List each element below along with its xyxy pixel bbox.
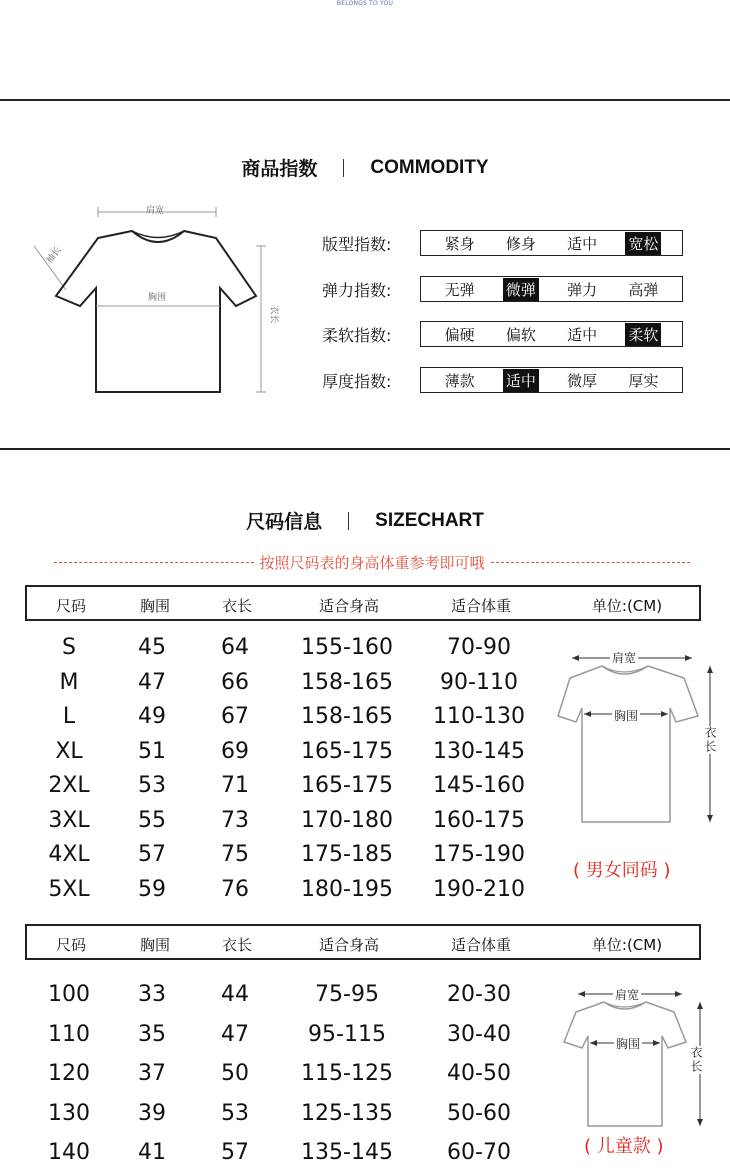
cell-size: 140 bbox=[48, 1140, 90, 1165]
cell-chest: 39 bbox=[138, 1100, 166, 1126]
index-label: 柔软指数: bbox=[322, 325, 392, 345]
commodity-title-cn: 商品指数 bbox=[241, 158, 318, 180]
cell-size: 3XL bbox=[48, 807, 90, 833]
cell-weight: 190-210 bbox=[433, 876, 525, 902]
cell-length: 53 bbox=[221, 1100, 249, 1126]
index-options bbox=[420, 230, 683, 256]
header-chest: 胸围 bbox=[139, 936, 171, 954]
index-option: 偏软 bbox=[505, 325, 536, 344]
cell-height: 165-175 bbox=[301, 773, 393, 798]
commodity-section-title bbox=[0, 154, 730, 181]
header-length: 衣长 bbox=[221, 597, 253, 615]
index-row-thickness bbox=[322, 367, 683, 393]
index-option: 高弹 bbox=[628, 280, 659, 299]
index-row-elasticity bbox=[322, 276, 683, 302]
cell-weight: 145-160 bbox=[433, 773, 525, 798]
header-unit: 单位:(CM) bbox=[591, 597, 663, 615]
index-option-selected: 宽松 bbox=[625, 232, 661, 255]
cell-chest: 51 bbox=[138, 738, 166, 764]
index-option: 弹力 bbox=[567, 280, 598, 299]
diagram-chest-label: 胸围 bbox=[148, 293, 167, 303]
cell-height: 115-125 bbox=[301, 1061, 393, 1086]
index-row-fit bbox=[322, 230, 683, 256]
index-options bbox=[420, 276, 683, 302]
kids-note: ( 儿童款 ) bbox=[584, 1136, 664, 1157]
title-separator bbox=[343, 159, 344, 177]
header-weight: 适合体重 bbox=[450, 597, 512, 615]
diagram-shoulder-label: 肩宽 bbox=[146, 206, 165, 216]
cell-height: 158-165 bbox=[301, 669, 393, 695]
index-option: 薄款 bbox=[444, 371, 475, 390]
index-label: 厚度指数: bbox=[322, 371, 392, 391]
index-option-selected: 微弹 bbox=[503, 278, 539, 301]
index-option-selected: 柔软 bbox=[625, 323, 661, 346]
index-label: 版型指数: bbox=[322, 234, 392, 254]
cell-length: 75 bbox=[221, 842, 249, 867]
header-height: 适合身高 bbox=[318, 597, 380, 615]
divider-top bbox=[0, 99, 730, 101]
cell-length: 50 bbox=[221, 1061, 249, 1086]
commodity-title-en: COMMODITY bbox=[370, 156, 489, 178]
cell-height: 158-165 bbox=[301, 704, 393, 729]
diagram-sleeve-label: 袖长 bbox=[44, 245, 64, 266]
index-options bbox=[420, 367, 683, 393]
index-option: 适中 bbox=[567, 325, 598, 344]
index-option: 无弹 bbox=[444, 280, 475, 299]
cell-size: 120 bbox=[48, 1061, 90, 1086]
cell-height: 125-135 bbox=[301, 1100, 393, 1126]
kids-shirt-length-label: 衣长 bbox=[686, 1046, 707, 1074]
cell-weight: 20-30 bbox=[447, 982, 511, 1007]
cell-height: 135-145 bbox=[301, 1140, 393, 1165]
adult-shirt-shoulder-label: 肩宽 bbox=[612, 651, 637, 665]
cell-size: 5XL bbox=[48, 876, 90, 902]
index-option: 微厚 bbox=[567, 371, 598, 390]
cell-length: 57 bbox=[221, 1140, 249, 1165]
unisex-note: ( 男女同码 ) bbox=[573, 860, 671, 881]
cell-size: 4XL bbox=[48, 842, 90, 867]
cell-weight: 175-190 bbox=[433, 842, 525, 867]
cell-chest: 57 bbox=[138, 842, 166, 867]
index-option: 紧身 bbox=[444, 234, 475, 253]
cell-size: M bbox=[59, 669, 79, 695]
dashed-rule bbox=[54, 562, 254, 563]
cell-chest: 37 bbox=[138, 1061, 166, 1086]
header-weight: 适合体重 bbox=[450, 936, 512, 954]
index-option-selected: 适中 bbox=[503, 369, 539, 392]
cell-size: 100 bbox=[48, 982, 90, 1007]
cell-chest: 45 bbox=[138, 635, 166, 660]
sizechart-title-cn: 尺码信息 bbox=[246, 511, 323, 533]
header-unit: 单位:(CM) bbox=[591, 936, 663, 954]
cell-chest: 55 bbox=[138, 807, 166, 833]
index-option: 适中 bbox=[567, 234, 598, 253]
cell-length: 73 bbox=[221, 807, 249, 833]
cell-size: XL bbox=[55, 738, 83, 764]
cell-chest: 49 bbox=[138, 704, 166, 729]
header-size: 尺码 bbox=[55, 936, 87, 954]
sizechart-section-title bbox=[0, 507, 730, 534]
cell-height: 170-180 bbox=[301, 807, 393, 833]
header-size: 尺码 bbox=[55, 597, 87, 615]
cell-length: 76 bbox=[221, 876, 249, 902]
cell-chest: 35 bbox=[138, 1021, 166, 1047]
header-length: 衣长 bbox=[221, 936, 253, 954]
cell-length: 44 bbox=[221, 982, 249, 1007]
index-option: 厚实 bbox=[628, 371, 659, 390]
size-reference-note bbox=[54, 552, 690, 573]
header-chest: 胸围 bbox=[139, 597, 171, 615]
sizechart-title-en: SIZECHART bbox=[375, 509, 484, 531]
cell-weight: 130-145 bbox=[433, 738, 525, 764]
cell-weight: 160-175 bbox=[433, 807, 525, 833]
cell-chest: 59 bbox=[138, 876, 166, 902]
cell-chest: 53 bbox=[138, 773, 166, 798]
cell-weight: 40-50 bbox=[447, 1061, 511, 1086]
index-option: 偏硬 bbox=[444, 325, 475, 344]
cell-size: L bbox=[62, 704, 76, 729]
cell-size: 130 bbox=[48, 1100, 90, 1126]
cell-height: 155-160 bbox=[301, 635, 393, 660]
header-height: 适合身高 bbox=[318, 936, 380, 954]
index-options bbox=[420, 321, 683, 347]
cell-weight: 90-110 bbox=[440, 669, 518, 695]
adult-shirt-length-label: 衣长 bbox=[700, 726, 721, 754]
adult-shirt-chest-label: 胸围 bbox=[614, 709, 639, 723]
dashed-rule bbox=[491, 562, 691, 563]
index-row-softness bbox=[322, 321, 683, 347]
cell-length: 67 bbox=[221, 704, 249, 729]
cell-length: 47 bbox=[221, 1021, 249, 1047]
cell-chest: 47 bbox=[138, 669, 166, 695]
cell-size: S bbox=[62, 635, 76, 660]
title-separator bbox=[348, 512, 349, 530]
cell-weight: 70-90 bbox=[447, 635, 511, 660]
cell-length: 66 bbox=[221, 669, 249, 695]
cell-weight: 60-70 bbox=[447, 1140, 511, 1165]
cell-height: 75-95 bbox=[315, 982, 379, 1007]
kids-shirt-shoulder-label: 肩宽 bbox=[615, 988, 640, 1002]
cell-height: 175-185 bbox=[301, 842, 393, 867]
cell-size: 2XL bbox=[48, 773, 90, 798]
cell-weight: 50-60 bbox=[447, 1100, 511, 1126]
diagram-length-label: 衣长 bbox=[268, 305, 279, 324]
cell-height: 95-115 bbox=[308, 1021, 386, 1047]
index-option: 修身 bbox=[505, 234, 536, 253]
cell-weight: 30-40 bbox=[447, 1021, 511, 1047]
cell-chest: 41 bbox=[138, 1140, 166, 1165]
cell-weight: 110-130 bbox=[433, 704, 525, 729]
kids-table-header bbox=[25, 924, 701, 960]
index-label: 弹力指数: bbox=[322, 280, 392, 300]
cell-length: 64 bbox=[221, 635, 249, 660]
cell-length: 69 bbox=[221, 738, 249, 764]
cell-length: 71 bbox=[221, 773, 249, 798]
kids-shirt-chest-label: 胸围 bbox=[616, 1037, 641, 1051]
size-reference-text: 按照尺码表的身高体重参考即可哦 bbox=[259, 554, 485, 572]
cell-height: 165-175 bbox=[301, 738, 393, 764]
cell-size: 110 bbox=[48, 1021, 90, 1047]
cell-height: 180-195 bbox=[301, 876, 393, 902]
cell-chest: 33 bbox=[138, 982, 166, 1007]
adult-table-header bbox=[25, 585, 701, 621]
divider-middle bbox=[0, 448, 730, 450]
brand-tagline: BELONGS TO YOU bbox=[336, 0, 394, 7]
